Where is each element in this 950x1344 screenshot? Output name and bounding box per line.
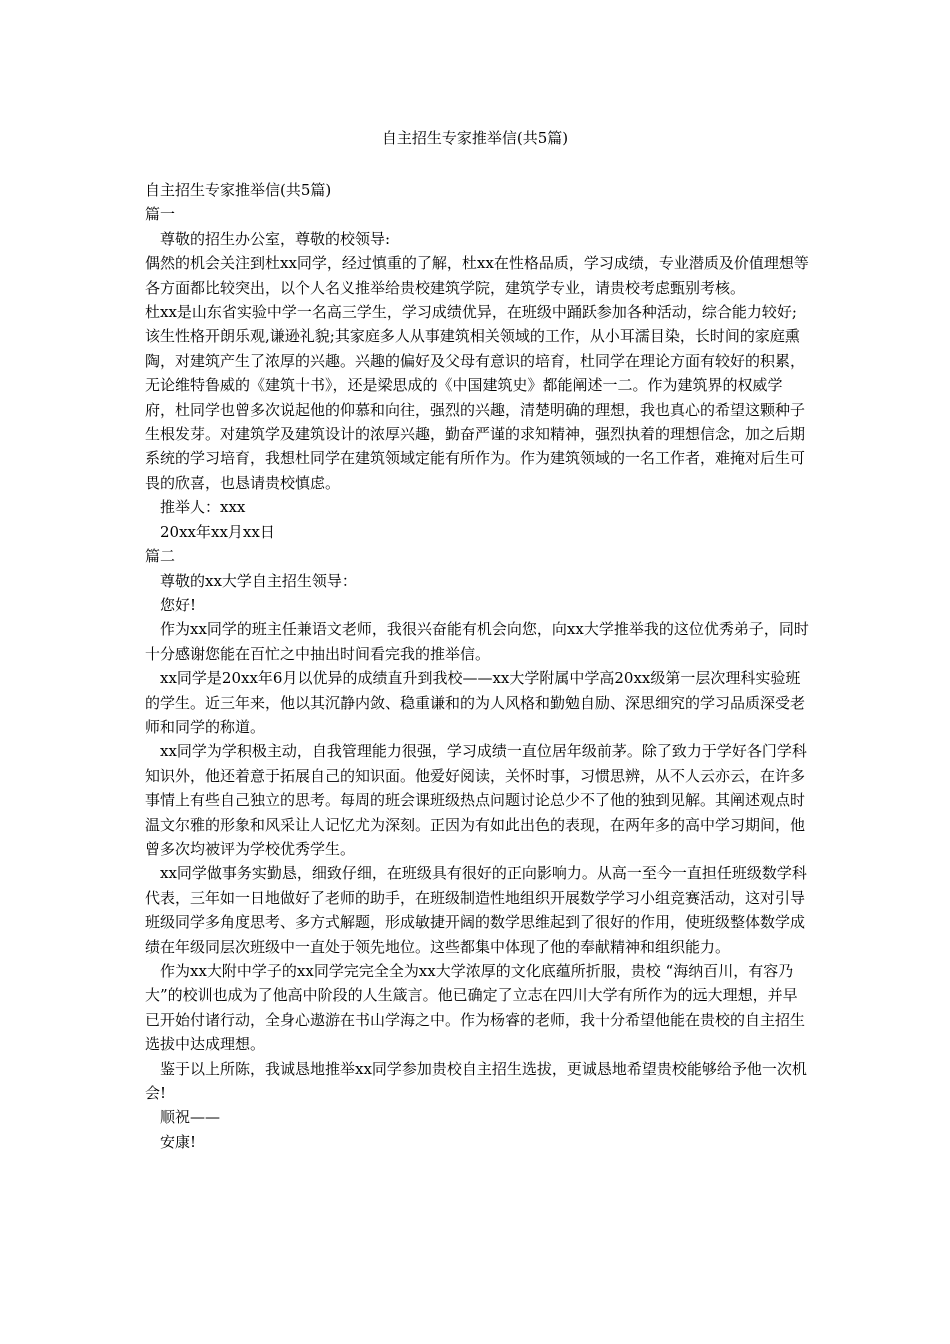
paragraph: 作为xx大附中学子的xx同学完完全全为xx大学浓厚的文化底蕴所折服，贵校 “海纳百川，有容乃大”的校训也成为了他高中阶段的人生箴言。他已确定了立志在四川大学有所作为的远大理想，并早已开始付诸行动，全身心遨游在书山学海之中。作为杨睿的老师，我十分希望他能在贵校的自主招生选拔中达成理想。 [145, 962, 806, 1054]
paragraph: 您好! [160, 595, 197, 614]
paragraph: 篇一 [145, 205, 176, 224]
paragraph: 20xx年xx月xx日 [160, 522, 275, 541]
paragraph: 作为xx同学的班主任兼语文老师，我很兴奋能有机会向您，向xx大学推举我的这位优秀弟子，同时十分感谢您能在百忙之中抽出时间看完我的推举信。 [145, 620, 809, 663]
paragraph: 偶然的机会关注到杜xx同学，经过慎重的了解，杜xx在性格品质，学习成绩，专业潜质及价值理想等各方面都比较突出，以个人名义推举给贵校建筑学院，建筑学专业，请贵校考虑甄别考核。 [145, 254, 809, 297]
paragraph: xx同学做事务实勤恳，细致仔细，在班级具有很好的正向影响力。从高一至今一直担任班级数学科代表，三年如一日地做好了老师的助手，在班级制造性地组织开展数学学习小组竞赛活动，这对引导班级同学多角度思考、多方式解题，形成敏捷开阔的数学思维起到了很好的作用，使班级整体数学成绩在年级同层次班级中一直处于领先地位。这些都集中体现了他的奉献精神和组织能力。 [145, 864, 807, 956]
paragraph: 篇二 [145, 547, 176, 566]
paragraph: 推举人：xxx [160, 498, 246, 517]
paragraph: 安康! [160, 1132, 197, 1151]
paragraph: 顺祝—— [160, 1108, 221, 1127]
document-title: 自主招生专家推举信(共5篇) [381, 129, 569, 147]
paragraph: 自主招生专家推举信(共5篇) [145, 181, 332, 199]
paragraph: 尊敬的xx大学自主招生领导： [160, 571, 357, 590]
paragraph: 杜xx是山东省实验中学一名高三学生，学习成绩优异，在班级中踊跃参加各种活动，综合能力较好;该生性格开朗乐观,谦逊礼貌;其家庭多人从事建筑相关领域的工作，从小耳濡目染，长时间的家庭熏陶，对建筑产生了浓厚的兴趣。兴趣的偏好及父母有意识的培育，杜同学在理论方面有较好的积累，无论维特鲁威的《建筑十书》，还是梁思成的《中国建筑史》都能阐述一二。作为建筑界的权威学府，杜同学也曾多次说起他的仰慕和向往，强烈的兴趣，清楚明确的理想，我也真心的希望这颗种子生根发芽。对建筑学及建筑设计的浓厚兴趣，勤奋严谨的求知精神，强烈执着的理想信念，加之后期系统的学习培育，我想杜同学在建筑领域定能有所作为。作为建筑领域的一名工作者，难掩对后生可畏的欣喜，也恳请贵校慎虑。 [145, 303, 806, 492]
paragraph: xx同学是20xx年6月以优异的成绩直升到我校——xx大学附属中学高20xx级第一层次理科实验班的学生。近三年来，他以其沉静内敛、稳重谦和的为人风格和勤勉自励、深思细究的学习品质深受老师和同学的称道。 [145, 669, 806, 736]
document-body [145, 178, 810, 1154]
paragraph: 尊敬的招生办公室，尊敬的校领导: [160, 229, 391, 248]
paragraph: 鉴于以上所陈，我诚恳地推举xx同学参加贵校自主招生选拔，更诚恳地希望贵校能够给予他一次机会! [145, 1059, 807, 1103]
paragraph: xx同学为学积极主动，自我管理能力很强，学习成绩一直位居年级前茅。除了致力于学好各门学科知识外，他还着意于拓展自己的知识面。他爱好阅读，关怀时事，习惯思辨，从不人云亦云，在许多事情上有些自己独立的思考。每周的班会课班级热点问题讨论总少不了他的独到见解。其阐述观点时温文尔雅的形象和风采让人记忆尤为深刻。正因为有如此出色的表现，在两年多的高中学习期间，他曾多次均被评为学校优秀学生。 [145, 742, 807, 858]
